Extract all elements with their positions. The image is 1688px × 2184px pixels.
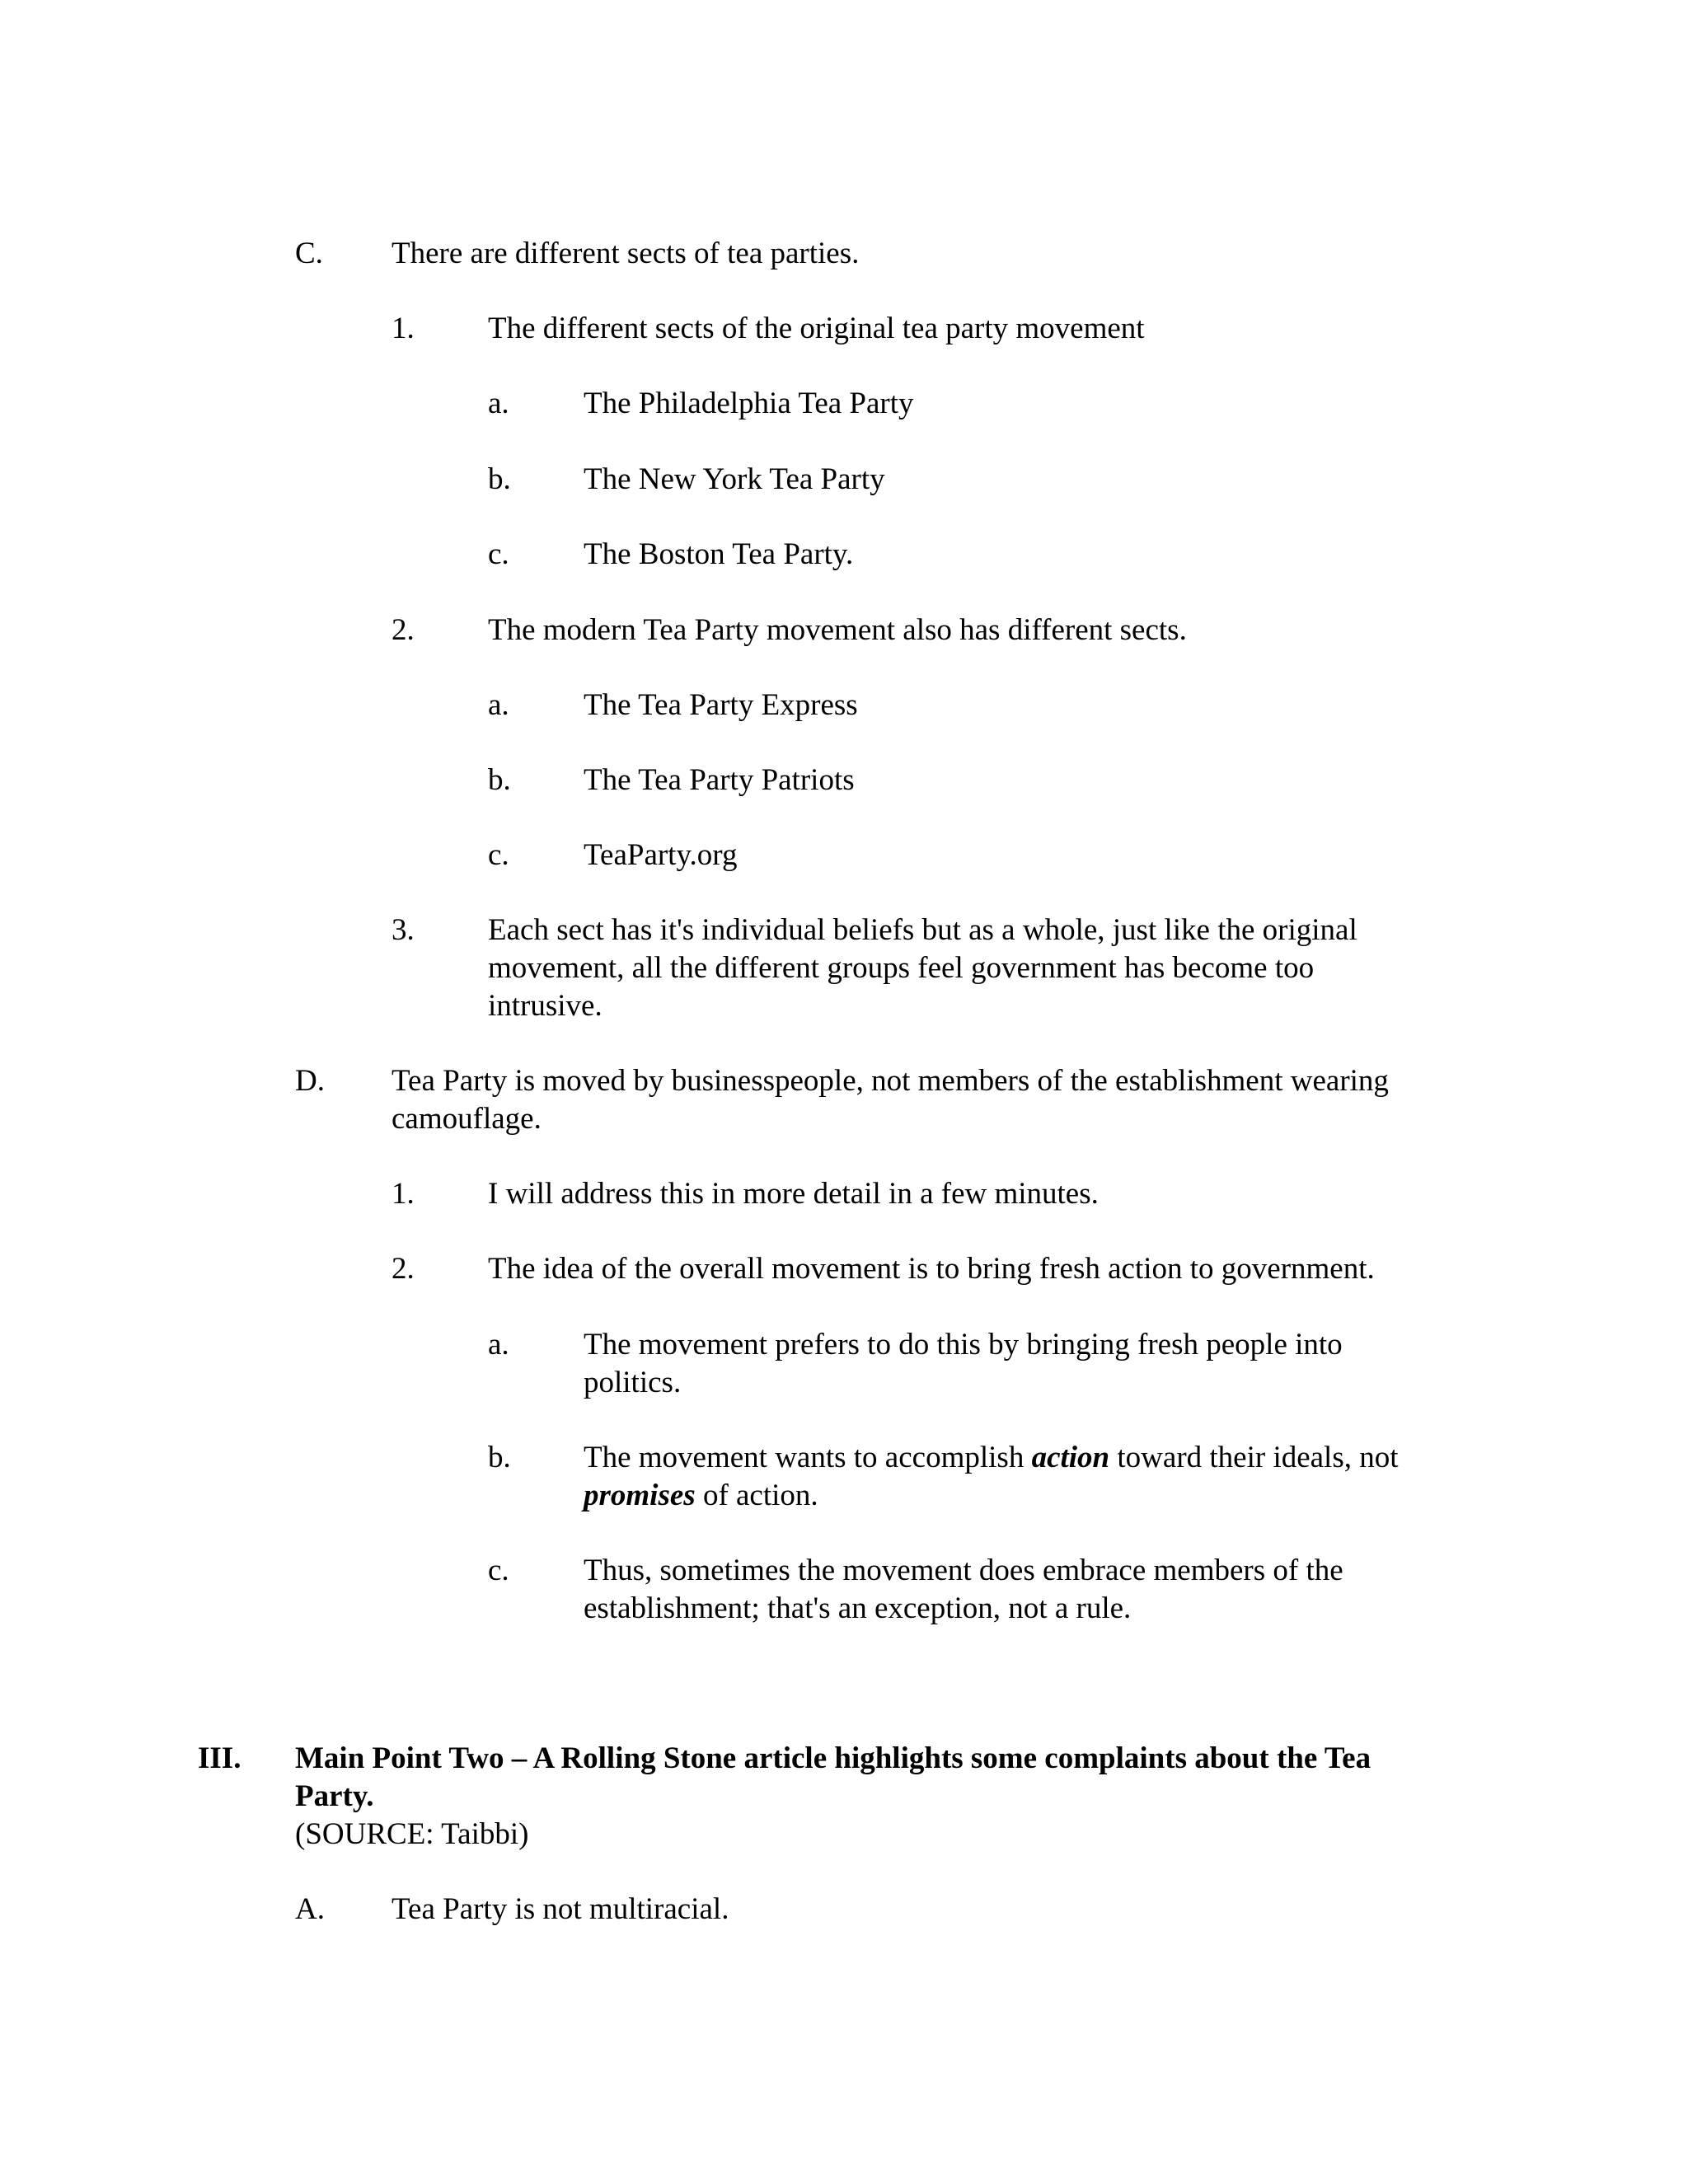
outline-label-C3: 3. [392, 913, 415, 947]
outline-item-D2c-line2: establishment; that's an exception, not a rule. [584, 1591, 1132, 1625]
outline-label-D2a: a. [488, 1328, 509, 1361]
outline-item-C1a: The Philadelphia Tea Party [584, 387, 914, 420]
outline-item-D2a-line2: politics. [584, 1366, 682, 1399]
outline-label-C1a: a. [488, 387, 509, 420]
outline-item-C2c: TeaParty.org [584, 838, 738, 872]
outline-item-C3-line3: intrusive. [488, 989, 603, 1023]
emphasis-action: action [1031, 1441, 1110, 1474]
outline-item-C1c: The Boston Tea Party. [584, 537, 854, 571]
outline-label-D2: 2. [392, 1252, 415, 1286]
outline-item-IIIA: Tea Party is not multiracial. [392, 1892, 729, 1926]
outline-item-C2: The modern Tea Party movement also has different sects. [488, 613, 1187, 647]
outline-item-C: There are different sects of tea parties. [392, 237, 860, 270]
text-segment: toward their ideals, not [1109, 1441, 1399, 1474]
outline-item-D1: I will address this in more detail in a few minutes. [488, 1177, 1099, 1211]
outline-label-C2c: c. [488, 838, 509, 872]
outline-label-D2c: c. [488, 1554, 509, 1587]
outline-label-C: C. [295, 237, 323, 270]
outline-item-D-line2: camouflage. [392, 1102, 542, 1136]
outline-label-III: III. [198, 1741, 241, 1775]
outline-label-C1: 1. [392, 312, 415, 345]
main-point-heading-line2: Party. [295, 1779, 374, 1813]
outline-label-D1: 1. [392, 1177, 415, 1211]
outline-item-D2b-line1 [584, 1439, 1399, 1477]
outline-label-IIIA: A. [295, 1892, 325, 1926]
outline-item-C2b: The Tea Party Patriots [584, 763, 855, 797]
source-citation: (SOURCE: Taibbi) [295, 1817, 529, 1851]
outline-label-D2b: b. [488, 1441, 511, 1474]
outline-item-C2a: The Tea Party Express [584, 688, 858, 722]
outline-label-D: D. [295, 1064, 325, 1098]
emphasis-promises: promises [584, 1479, 696, 1512]
outline-item-C3-line2: movement, all the different groups feel government has become too [488, 951, 1315, 985]
outline-item-C1b: The New York Tea Party [584, 462, 885, 496]
outline-label-C1c: c. [488, 537, 509, 571]
outline-item-D2a-line1: The movement prefers to do this by bringing fresh people into [584, 1328, 1343, 1361]
outline-item-D2: The idea of the overall movement is to bring fresh action to government. [488, 1252, 1375, 1286]
text-segment: The movement wants to accomplish [584, 1441, 1032, 1474]
outline-label-C2b: b. [488, 763, 511, 797]
outline-item-D-line1: Tea Party is moved by businesspeople, not members of the establishment wearing [392, 1064, 1389, 1098]
outline-label-C1b: b. [488, 462, 511, 496]
outline-label-C2: 2. [392, 613, 415, 647]
outline-item-D2b-line2 [584, 1477, 818, 1515]
outline-item-C1: The different sects of the original tea party movement [488, 312, 1145, 345]
outline-label-C2a: a. [488, 688, 509, 722]
outline-item-D2c-line1: Thus, sometimes the movement does embrace members of the [584, 1554, 1343, 1587]
text-segment: of action. [695, 1479, 818, 1512]
outline-item-C3-line1: Each sect has it's individual beliefs but as a whole, just like the original [488, 913, 1357, 947]
main-point-heading-line1: Main Point Two – A Rolling Stone article highlights some complaints about the Tea [295, 1741, 1372, 1775]
